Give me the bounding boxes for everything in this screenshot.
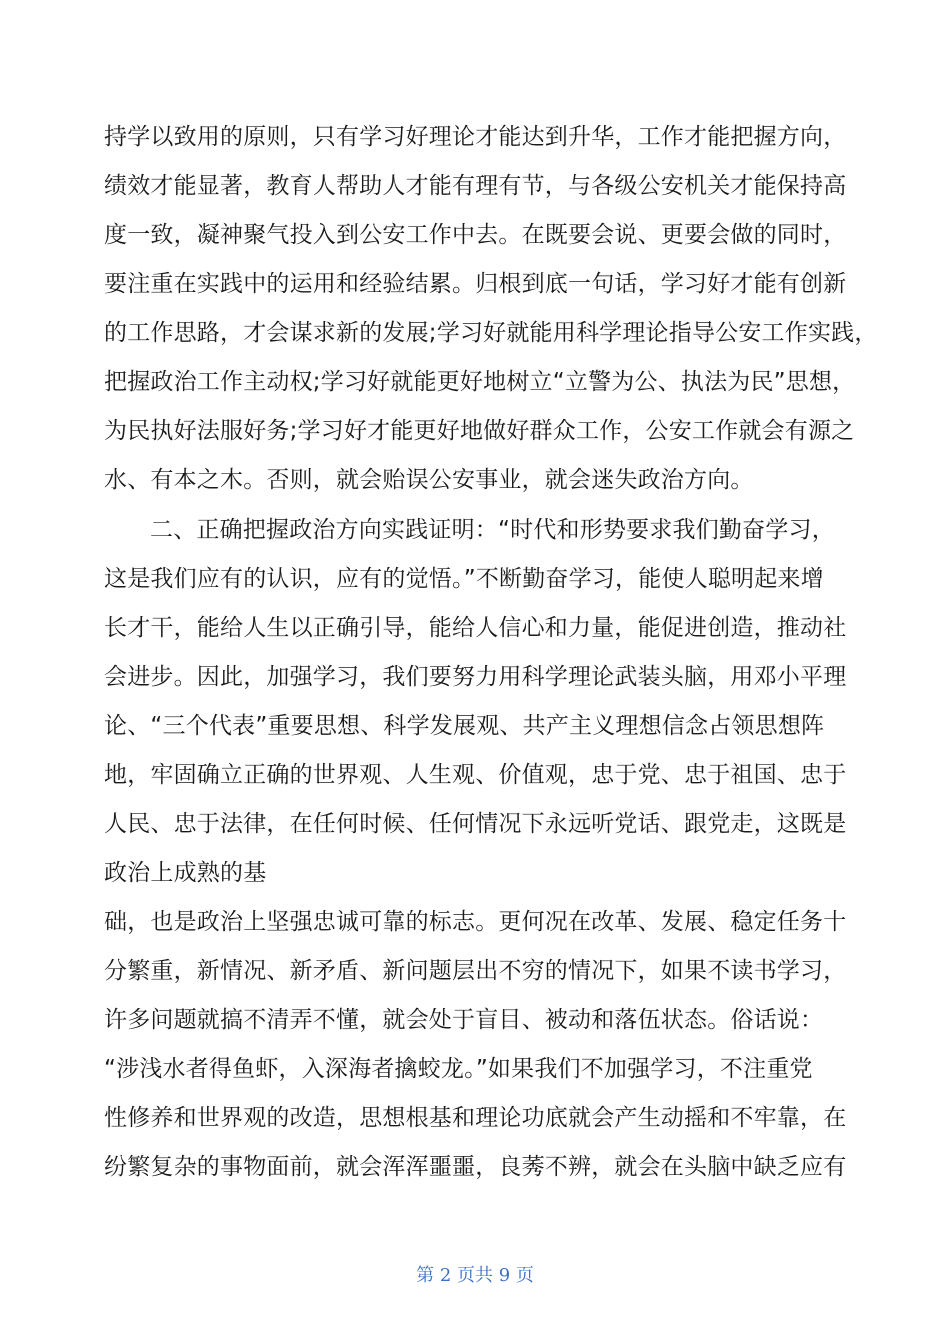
text-line: 水、有本之木。否则，就会贻误公安事业，就会迷失政治方向。 (104, 467, 754, 493)
text-line: 要注重在实践中的运用和经验结累。归根到底一句话，学习好才能有创新 (104, 271, 847, 297)
text-line: 这是我们应有的认识，应有的觉悟。”不断勤奋学习，能使人聪明起来增 (104, 566, 824, 592)
text-line: 纷繁复杂的事物面前，就会浑浑噩噩，良莠不辨，就会在头脑中缺乏应有 (104, 1154, 847, 1180)
text-line: 会进步。因此，加强学习，我们要努力用科学理论武装头脑，用邓小平理 (104, 664, 847, 690)
text-line: 绩效才能显著，教育人帮助人才能有理有节，与各级公安机关才能保持高 (104, 173, 847, 199)
page-number-footer: 第 2 页共 9 页 (416, 1265, 534, 1286)
section-heading-line: 二、正确把握政治方向实践证明：“时代和形势要求我们勤奋学习， (150, 517, 835, 543)
text-line: 人民、忠于法律，在任何时候、任何情况下永远听党话、跟党走，这既是 (104, 811, 847, 837)
text-line: 论、“三个代表”重要思想、科学发展观、共产主义理想信念占领思想阵 (104, 713, 825, 739)
text-line: 度一致，凝神聚气投入到公安工作中去。在既要会说、更要会做的同时， (104, 222, 847, 248)
text-line: 政治上成熟的基 (104, 860, 267, 886)
text-line: “涉浅水者得鱼虾，入深海者擒蛟龙。”如果我们不加强学习，不注重党 (104, 1056, 813, 1082)
text-line: 础，也是政治上坚强忠诚可靠的标志。更何况在改革、发展、稳定任务十 (104, 909, 847, 935)
text-line: 把握政治工作主动权;学习好就能更好地树立“立警为公、执法为民”思想， (104, 369, 856, 395)
text-line: 长才干，能给人生以正确引导，能给人信心和力量，能促进创造，推动社 (104, 615, 847, 641)
text-line: 分繁重，新情况、新矛盾、新问题层出不穷的情况下，如果不读书学习， (104, 958, 847, 984)
text-line: 许多问题就搞不清弄不懂，就会处于盲目、被动和落伍状态。俗话说： (104, 1007, 824, 1033)
text-line: 性修养和世界观的改造，思想根基和理论功底就会产生动摇和不牢靠，在 (104, 1105, 847, 1131)
text-line: 持学以致用的原则，只有学习好理论才能达到升华，工作才能把握方向， (104, 124, 847, 150)
text-line: 为民执好法服好务;学习好才能更好地做好群众工作，公安工作就会有源之 (104, 418, 855, 444)
text-line: 的工作思路，才会谋求新的发展;学习好就能用科学理论指导公安工作实践， (104, 320, 878, 346)
text-line: 地，牢固确立正确的世界观、人生观、价值观，忠于党、忠于祖国、忠于 (104, 762, 847, 788)
